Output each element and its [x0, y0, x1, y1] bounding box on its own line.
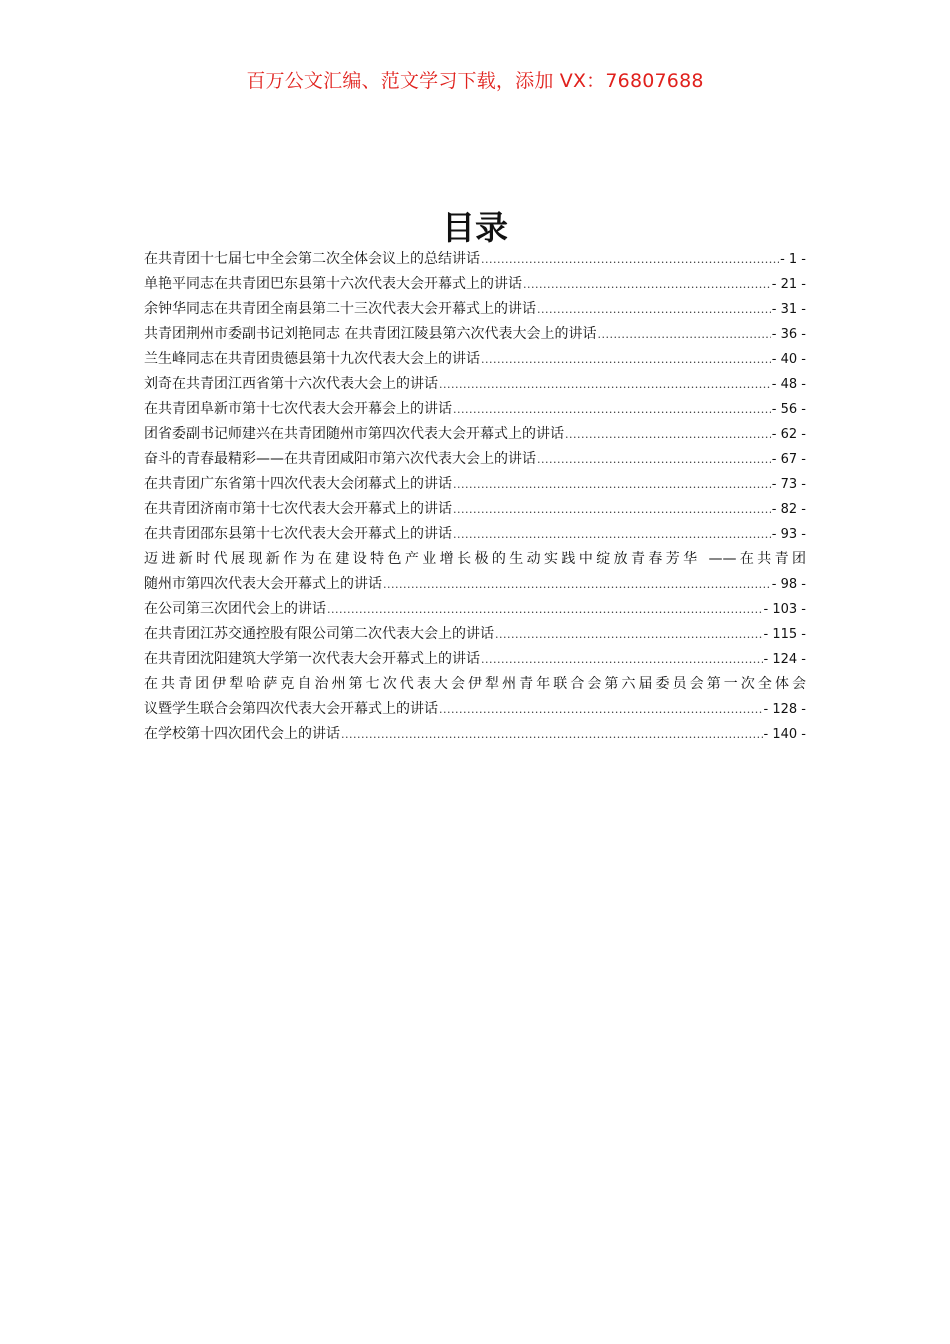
toc-leader-dots [481, 247, 779, 272]
toc-entry[interactable] [144, 622, 806, 647]
toc-leader-dots [453, 472, 771, 497]
toc-entry[interactable] [144, 297, 806, 322]
toc-entry[interactable] [144, 672, 806, 722]
toc-entry[interactable] [144, 347, 806, 372]
toc-page-number: - 140 - [763, 727, 806, 742]
toc-page-number: - 1 - [780, 252, 806, 267]
toc-entry[interactable] [144, 247, 806, 272]
toc-entry-title-main: 奋斗的青春最精彩 [144, 451, 256, 467]
toc-page-number: - 82 - [771, 502, 806, 517]
toc-entry-title: 在共青团济南市第十七次代表大会开幕式上的讲话 [144, 501, 452, 517]
toc-entry-title: 在共青团十七届七中全会第二次全体会议上的总结讲话 [144, 251, 480, 267]
toc-entry[interactable] [144, 397, 806, 422]
toc-entry[interactable] [144, 597, 806, 622]
toc-entry-title-line2: 随州市第四次代表大会开幕式上的讲话 [144, 576, 382, 592]
toc-page-number: - 93 - [771, 527, 806, 542]
toc-entry-title: 共青团荆州市委副书记刘艳同志 在共青团江陵县第六次代表大会上的讲话 [144, 326, 597, 342]
toc-leader-dots [597, 322, 770, 347]
toc-leader-dots [439, 372, 771, 397]
toc-entry[interactable] [144, 722, 806, 747]
toc-entry-title-main: 迈进新时代展现新作为在建设特色产业增长极的生动实践中绽放青春芳华 [144, 551, 701, 567]
toc-page-number: - 62 - [771, 427, 806, 442]
toc-leader-dots [383, 572, 771, 597]
toc-page-number: - 115 - [763, 627, 806, 642]
toc-entry-title: 余钟华同志在共青团全南县第二十三次代表大会开幕式上的讲话 [144, 301, 536, 317]
toc-page-number: - 40 - [771, 352, 806, 367]
toc-entry[interactable] [144, 472, 806, 497]
toc-entry[interactable] [144, 647, 806, 672]
toc-entry[interactable] [144, 372, 806, 397]
toc-page-number: - 67 - [771, 452, 806, 467]
toc-entry-title: 在共青团邵东县第十七次代表大会开幕式上的讲话 [144, 526, 452, 542]
toc-leader-dots [341, 722, 763, 747]
toc-page-number: - 98 - [771, 577, 806, 592]
toc-leader-dots [439, 697, 763, 722]
table-of-contents [144, 247, 806, 747]
toc-entry-title: 在学校第十四次团代会上的讲话 [144, 726, 340, 742]
toc-page-number: - 31 - [771, 302, 806, 317]
toc-leader-dots [327, 597, 763, 622]
toc-entry-title: 在共青团沈阳建筑大学第一次代表大会开幕式上的讲话 [144, 651, 480, 667]
toc-leader-dots [481, 647, 763, 672]
toc-entry[interactable] [144, 322, 806, 347]
toc-entry-title: 团省委副书记师建兴在共青团随州市第四次代表大会开幕式上的讲话 [144, 426, 564, 442]
toc-leader-dots [481, 347, 771, 372]
toc-leader-dots [523, 272, 771, 297]
toc-page-number: - 128 - [763, 702, 806, 717]
toc-page-number: - 56 - [771, 402, 806, 417]
toc-entry-title-subtitle: ——在共青团咸阳市第六次代表大会上的讲话 [256, 451, 536, 467]
toc-entry-title: 刘奇在共青团江西省第十六次代表大会上的讲话 [144, 376, 438, 392]
toc-entry-title [144, 447, 536, 472]
watermark-header: 百万公文汇编、范文学习下载，添加 VX：76807688 [246, 70, 704, 92]
toc-leader-dots [565, 422, 771, 447]
toc-entry-title: 在共青团阜新市第十七次代表大会开幕会上的讲话 [144, 401, 452, 417]
toc-leader-dots [537, 297, 771, 322]
toc-page-number: - 36 - [771, 327, 806, 342]
toc-entry-title-line2: 议暨学生联合会第四次代表大会开幕式上的讲话 [144, 701, 438, 717]
toc-entry[interactable] [144, 522, 806, 547]
toc-leader-dots [453, 522, 771, 547]
toc-entry-title: 在共青团广东省第十四次代表大会闭幕式上的讲话 [144, 476, 452, 492]
toc-page-number: - 21 - [771, 277, 806, 292]
toc-entry[interactable] [144, 447, 806, 472]
toc-page-number: - 48 - [771, 377, 806, 392]
toc-entry-title: 单艳平同志在共青团巴东县第十六次代表大会开幕式上的讲话 [144, 276, 522, 292]
toc-page-number: - 73 - [771, 477, 806, 492]
toc-entry-title: 在共青团江苏交通控股有限公司第二次代表大会上的讲话 [144, 626, 494, 642]
toc-entry[interactable] [144, 422, 806, 447]
toc-entry-title: 兰生峰同志在共青团贵德县第十九次代表大会上的讲话 [144, 351, 480, 367]
toc-entry[interactable] [144, 547, 806, 597]
page-title: 目录 [442, 208, 508, 247]
toc-leader-dots [453, 397, 771, 422]
toc-leader-dots [453, 497, 771, 522]
toc-leader-dots [495, 622, 763, 647]
toc-page-number: - 124 - [763, 652, 806, 667]
toc-page-number: - 103 - [763, 602, 806, 617]
toc-entry-title-line1 [144, 547, 806, 572]
toc-entry-title: 在公司第三次团代会上的讲话 [144, 601, 326, 617]
toc-leader-dots [537, 447, 771, 472]
toc-entry[interactable] [144, 272, 806, 297]
toc-entry[interactable] [144, 497, 806, 522]
toc-entry-title-line1: 在共青团伊犁哈萨克自治州第七次代表大会伊犁州青年联合会第六届委员会第一次全体会 [144, 676, 806, 692]
toc-entry-title-subtitle: ——在共青团 [708, 551, 806, 567]
